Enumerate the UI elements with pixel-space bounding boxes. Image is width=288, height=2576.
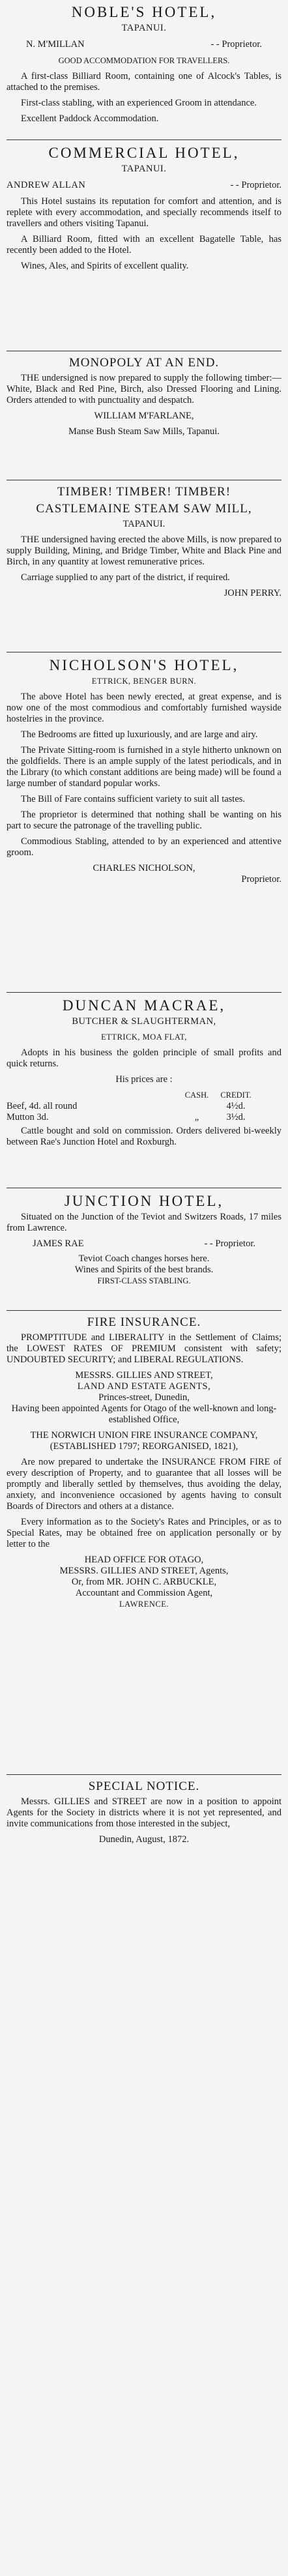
divider [7,1310,281,1311]
ad-paragraph: Cattle bought and sold on commission. Orders delivered bi-weekly between Rae's Junction Hotel and Roxburgh. [7,1126,281,1147]
ad-title: FIRE INSURANCE. [87,1315,201,1329]
proprietor-name: ANDREW ALLAN [7,180,86,190]
ad-duncan-macrae [7,997,281,1152]
ad-title: COMMERCIAL HOTEL, [48,145,240,161]
ad-banner: TIMBER! TIMBER! TIMBER! [57,485,231,499]
ad-body: THE undersigned having erected the above Mills, is now prepared to supply Building, Mining, and Bridge Timber, White and Black Pine and Birch, in any quantity at lowest remunerative prices. [7,534,281,567]
ad-nobles-hotel [7,4,281,129]
ad-signature-role: Proprietor. [241,874,281,885]
price-credit: 4½d. [226,1101,246,1111]
firm-address: Princes-street, Dunedin, [98,1392,190,1403]
ad-monopoly [7,356,281,442]
ad-line: FIRST-CLASS STABLING. [97,1276,191,1285]
office-agent-role: Accountant and Commission Agent, [75,1588,213,1598]
price-item: Mutton 3d. [7,1112,49,1122]
ad-paragraph: A first-class Billiard Room, containing one of Alcock's Tables, is attached to the premises. [7,71,281,93]
ad-trade: BUTCHER & SLAUGHTERMAN, [72,1016,216,1027]
ad-title: SPECIAL NOTICE. [88,1779,200,1793]
column-header: CREDIT. [220,1090,252,1100]
ad-title: CASTLEMAINE STEAM SAW MILL, [36,502,252,516]
ad-commercial-hotel [7,145,281,276]
ad-signature: CHARLES NICHOLSON, [93,863,195,873]
ad-paragraph: The proprietor is determined that nothing shall be wanting on his part to secure the patronage of the travelling public. [7,810,281,831]
divider [7,992,281,993]
company-name: THE NORWICH UNION FIRE INSURANCE COMPANY, [30,1430,258,1441]
office-alternative: Or, from MR. JOHN C. ARBUCKLE, [71,1577,217,1587]
office-agents: MESSRS. GILLIES AND STREET, Agents, [59,1566,229,1576]
ad-paragraph: Are now prepared to undertake the INSURANCE FROM FIRE of every description of Property, and to guarantee that all losses will be promptly and liberally settled by themselves, thus avoiding the delay, anxiety, and inconvenience occasioned by agents having to consult Boards of Directors and others at a distance. [7,1457,281,1512]
ad-body: THE undersigned is now prepared to supply the following timber:—White, Black and Red Pine, Birch, also Dressed Flooring and Lining. Orders attended to with punctuality and despatch. [7,373,281,405]
price-cash [177,1101,216,1112]
ad-paragraph: Commodious Stabling, attended to by an experienced and attentive groom. [7,836,281,858]
price-item: Beef, 4d. all round [7,1101,78,1111]
proprietor-role: - - Proprietor. [210,39,262,50]
ad-paragraph: PROMPTITUDE and LIBERALITY in the Settlement of Claims; the LOWEST RATES OF PREMIUM consistent with safety; UNDOUBTED SECURITY; and LIBERAL REGULATIONS. [7,1332,281,1365]
ad-paragraph: Having been appointed Agents for Otago of the well-known and long-established Office, [11,1403,277,1425]
head-office: HEAD OFFICE FOR OTAGO, [84,1555,204,1565]
ad-body: Messrs. GILLIES and STREET are now in a position to appoint Agents for the Society in districts where it is not yet represented, and invite communications from those interested in the subject, [7,1796,281,1829]
ad-body: Adopts in his business the golden principle of small profits and quick returns. [7,1047,281,1069]
proprietor-role: - - Proprietor. [204,1238,255,1249]
ad-paragraph: Wines, Ales, and Spirits of excellent quality. [21,261,189,271]
ad-paragraph: Every information as to the Society's Rates and Principles, or as to Special Rates, may be obtained free on application personally or by letter to the [7,1517,281,1549]
price-cash: „ [194,1112,199,1122]
ad-signature: JOHN PERRY. [223,588,281,598]
ad-date: Dunedin, August, 1872. [98,1834,190,1845]
ad-paragraph: Carriage supplied to any part of the district, if required. [21,572,230,583]
ad-junction-hotel [7,1193,281,1291]
ad-name: WILLIAM M'FARLANE, [94,411,194,421]
ad-title: NOBLE'S HOTEL, [71,4,217,20]
ad-place: ETTRICK, BENGER BURN. [91,677,197,686]
ad-paragraph: A Billiard Room, fitted with an excellent Bagatelle Table, has recently been added to the Hotel. [7,234,281,256]
ad-paragraph: First-class stabling, with an experienced Groom in attendance. [21,98,257,108]
ad-place: TAPANUI. [122,519,166,529]
ad-paragraph: Excellent Paddock Accommodation. [21,113,159,124]
ad-place: TAPANUI. [121,23,167,33]
proprietor-name: JAMES RAE [33,1238,84,1249]
ad-paragraph: The Private Sitting-room is furnished in a style hitherto unknown on the goldfields. There is an ample supply of the latest periodicals, and in the Library (to which constant additions are being made) will be found a large number of standard popular works. [7,745,281,789]
ad-paragraph: The Bill of Fare contains sufficient variety to suit all tastes. [21,794,246,804]
ad-paragraph: This Hotel sustains its reputation for comfort and attention, and is replete with every accommodation, and specially recommends itself to travellers and others visiting Tapanui. [7,196,281,229]
company-established: (ESTABLISHED 1797; REORGANISED, 1821), [50,1441,238,1452]
ad-place: ETTRICK, MOA FLAT, [101,1032,187,1042]
firm-name: MESSRS. GILLIES AND STREET, [75,1370,213,1381]
prices-heading: His prices are : [115,1074,173,1085]
price-credit: 3½d. [226,1112,246,1122]
ad-special-notice [7,1779,281,1850]
ad-paragraph: The above Hotel has been newly erected, at great expense, and is now one of the most commodious and comfortably furnished wayside hostelries in the province. [7,692,281,724]
ad-title: JUNCTION HOTEL, [64,1193,224,1209]
divider [7,139,281,140]
firm-role: LAND AND ESTATE AGENTS, [77,1381,211,1392]
proprietor-role: - - Proprietor. [230,180,281,190]
office-place: LAWRENCE. [119,1600,169,1609]
column-header: CASH. [184,1090,209,1100]
ad-fire-insurance [7,1315,281,1615]
ad-title: NICHOLSON'S HOTEL, [49,657,239,673]
ad-address: Manse Bush Steam Saw Mills, Tapanui. [68,426,220,437]
ad-paragraph: The Bedrooms are fitted up luxuriously, and are large and airy. [21,729,258,740]
proprietor-name: N. M'MILLAN [26,39,85,50]
ad-tagline: GOOD ACCOMMODATION FOR TRAVELLERS. [58,56,230,65]
price-table [7,1090,281,1123]
ad-place: TAPANUI. [121,164,167,174]
ad-title: DUNCAN MACRAE, [62,997,226,1014]
ad-nicholsons-hotel [7,657,281,890]
ad-line: Wines and Spirits of the best brands. [74,1265,214,1275]
ad-body: Situated on the Junction of the Teviot and Switzers Roads, 17 miles from Lawrence. [7,1212,281,1233]
ad-title: MONOPOLY AT AN END. [68,356,220,370]
divider [7,1774,281,1775]
ad-line: Teviot Coach changes horses here. [78,1253,210,1264]
ad-castlemaine-saw-mill [7,485,281,604]
